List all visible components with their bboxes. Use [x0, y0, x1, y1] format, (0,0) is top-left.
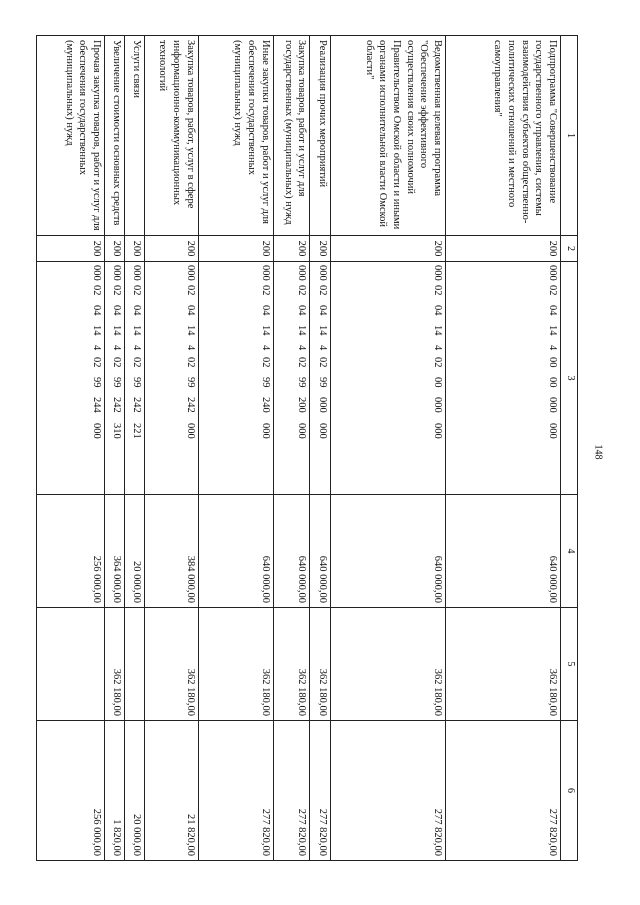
code-segment: 00	[547, 357, 559, 368]
code-segment: 14	[259, 325, 271, 336]
code-segment: 04	[259, 305, 271, 316]
code-segment: 4	[131, 345, 143, 351]
code-segment: 02	[131, 357, 143, 368]
page-number: 148	[592, 444, 604, 460]
row-amount-5-cell	[37, 608, 105, 721]
code-segment: 000	[111, 265, 123, 281]
code-segment: 02	[259, 285, 271, 296]
code-segment: 02	[131, 285, 143, 296]
table-row	[104, 36, 124, 861]
header-col-6: 6	[561, 721, 578, 861]
code-segment: 04	[90, 305, 102, 316]
table-row	[145, 36, 198, 861]
code-segment: 99	[111, 377, 123, 388]
header-col-1: 1	[561, 36, 578, 236]
row-code-cell	[445, 262, 560, 495]
code-segment: 000	[90, 265, 102, 281]
code-segment: 000	[90, 423, 102, 439]
code-segment: 000	[184, 265, 196, 281]
rotated-table-container	[36, 35, 578, 860]
code-segment: 14	[316, 325, 328, 336]
row-name-cell: Прочая закупка товаров, работ и услуг для обеспечения государственных (муниципальных) нужд	[37, 36, 105, 236]
row-amount-5-cell: 362 180,00	[330, 608, 445, 721]
row-name-cell: Закупка товаров, работ и услуг для государственных (муниципальных) нужд	[273, 36, 310, 236]
code-segment: 14	[547, 325, 559, 336]
code-segment: 244	[90, 397, 102, 413]
row-amount-5-cell: 362 180,00	[145, 608, 198, 721]
row-code-cell	[330, 262, 445, 495]
row-col2-cell: 200	[37, 236, 105, 262]
row-amount-6-cell: 277 820,00	[330, 721, 445, 861]
row-amount-6-cell: 277 820,00	[310, 721, 330, 861]
code-segment: 02	[90, 357, 102, 368]
code-segment: 4	[316, 345, 328, 351]
row-code-cell	[310, 262, 330, 495]
row-amount-4-cell: 256 000,00	[37, 495, 105, 608]
row-amount-6-cell: 277 820,00	[273, 721, 310, 861]
code-segment: 000	[547, 397, 559, 413]
row-code-cell	[125, 262, 145, 495]
code-segment: 02	[90, 285, 102, 296]
row-col2-cell: 200	[145, 236, 198, 262]
code-segment: 02	[316, 285, 328, 296]
row-amount-5-cell: 362 180,00	[273, 608, 310, 721]
code-segment: 04	[296, 305, 308, 316]
code-segment: 14	[184, 325, 196, 336]
code-segment: 99	[296, 377, 308, 388]
row-name-cell: Реализация прочих мероприятий	[310, 36, 330, 236]
code-segment: 00	[547, 377, 559, 388]
code-segment: 04	[316, 305, 328, 316]
row-code-cell	[37, 262, 105, 495]
code-segment: 4	[431, 345, 443, 351]
table-row	[37, 36, 105, 861]
row-name-cell: Ведомственная целевая программа "Обеспечение эффективного осуществления своих полномочий Правительством Омской области и иными органами исполнительной власти Омской области"	[330, 36, 445, 236]
row-col2-cell: 200	[198, 236, 273, 262]
row-amount-4-cell: 640 000,00	[330, 495, 445, 608]
row-col2-cell: 200	[125, 236, 145, 262]
row-code-cell	[145, 262, 198, 495]
row-amount-6-cell: 20 000,00	[125, 721, 145, 861]
code-segment: 02	[111, 285, 123, 296]
code-segment: 02	[547, 285, 559, 296]
code-segment: 02	[184, 357, 196, 368]
row-amount-4-cell: 640 000,00	[198, 495, 273, 608]
row-amount-6-cell: 277 820,00	[445, 721, 560, 861]
code-segment: 02	[296, 357, 308, 368]
row-amount-6-cell: 277 820,00	[198, 721, 273, 861]
row-amount-4-cell: 384 000,00	[145, 495, 198, 608]
row-amount-6-cell: 21 820,00	[145, 721, 198, 861]
row-amount-5-cell	[125, 608, 145, 721]
table-row	[198, 36, 273, 861]
row-amount-4-cell: 640 000,00	[310, 495, 330, 608]
code-segment: 240	[259, 397, 271, 413]
row-amount-5-cell: 362 180,00	[104, 608, 124, 721]
code-segment: 000	[431, 265, 443, 281]
header-col-4: 4	[561, 495, 578, 608]
row-col2-cell: 200	[310, 236, 330, 262]
code-segment: 99	[316, 377, 328, 388]
code-segment: 221	[131, 423, 143, 439]
code-segment: 14	[296, 325, 308, 336]
row-col2-cell: 200	[104, 236, 124, 262]
code-segment: 000	[296, 265, 308, 281]
budget-table	[36, 35, 578, 861]
row-amount-4-cell: 364 000,00	[104, 495, 124, 608]
row-amount-6-cell: 1 820,00	[104, 721, 124, 861]
code-segment: 000	[184, 423, 196, 439]
code-segment: 02	[431, 357, 443, 368]
code-segment: 242	[184, 397, 196, 413]
header-col-2: 2	[561, 236, 578, 262]
row-name-cell: Подпрограмма "Совершенствование государственного управления, системы взаимодействия субъектов общественно-политических отношений и местного самоуправления"	[445, 36, 560, 236]
table-row	[445, 36, 560, 861]
code-segment: 04	[431, 305, 443, 316]
row-amount-6-cell: 256 000,00	[37, 721, 105, 861]
code-segment: 000	[316, 397, 328, 413]
row-name-cell: Услуги связи	[125, 36, 145, 236]
code-segment: 99	[259, 377, 271, 388]
code-segment: 02	[296, 285, 308, 296]
code-segment: 000	[131, 265, 143, 281]
code-segment: 000	[547, 423, 559, 439]
code-segment: 4	[111, 345, 123, 351]
code-segment: 200	[296, 397, 308, 413]
code-segment: 14	[111, 325, 123, 336]
row-name-cell: Закупка товаров, работ, услуг в сфере информационно-коммуникационных технологий	[145, 36, 198, 236]
code-segment: 04	[184, 305, 196, 316]
row-amount-5-cell: 362 180,00	[445, 608, 560, 721]
code-segment: 4	[90, 345, 102, 351]
row-col2-cell: 200	[273, 236, 310, 262]
code-segment: 000	[431, 397, 443, 413]
row-name-cell: Увеличение стоимости основных средств	[104, 36, 124, 236]
row-col2-cell: 200	[330, 236, 445, 262]
header-col-3: 3	[561, 262, 578, 495]
code-segment: 000	[259, 265, 271, 281]
code-segment: 14	[131, 325, 143, 336]
code-segment: 000	[296, 423, 308, 439]
row-code-cell	[273, 262, 310, 495]
header-col-5: 5	[561, 608, 578, 721]
row-amount-5-cell: 362 180,00	[198, 608, 273, 721]
code-segment: 02	[431, 285, 443, 296]
code-segment: 242	[131, 397, 143, 413]
row-code-cell	[104, 262, 124, 495]
row-amount-4-cell: 640 000,00	[273, 495, 310, 608]
code-segment: 04	[547, 305, 559, 316]
table-row	[125, 36, 145, 861]
code-segment: 4	[547, 345, 559, 351]
row-amount-4-cell: 20 000,00	[125, 495, 145, 608]
table-row	[273, 36, 310, 861]
code-segment: 14	[90, 325, 102, 336]
code-segment: 02	[259, 357, 271, 368]
code-segment: 4	[259, 345, 271, 351]
code-segment: 02	[316, 357, 328, 368]
code-segment: 99	[131, 377, 143, 388]
code-segment: 000	[431, 423, 443, 439]
code-segment: 4	[184, 345, 196, 351]
row-col2-cell: 200	[445, 236, 560, 262]
code-segment: 04	[131, 305, 143, 316]
code-segment: 99	[90, 377, 102, 388]
table-row	[330, 36, 445, 861]
row-code-cell	[198, 262, 273, 495]
code-segment: 99	[184, 377, 196, 388]
table-body	[37, 36, 578, 861]
row-amount-5-cell: 362 180,00	[310, 608, 330, 721]
code-segment: 242	[111, 397, 123, 413]
code-segment: 04	[111, 305, 123, 316]
code-segment: 000	[316, 265, 328, 281]
code-segment: 00	[431, 377, 443, 388]
code-segment: 4	[296, 345, 308, 351]
row-name-cell: Иные закупки товаров, работ и услуг для обеспечения государственных (муниципальных) нужд	[198, 36, 273, 236]
row-amount-4-cell: 640 000,00	[445, 495, 560, 608]
code-segment: 310	[111, 423, 123, 439]
code-segment: 000	[316, 423, 328, 439]
table-row	[310, 36, 330, 861]
code-segment: 02	[111, 357, 123, 368]
code-segment: 02	[184, 285, 196, 296]
code-segment: 000	[547, 265, 559, 281]
code-segment: 14	[431, 325, 443, 336]
code-segment: 000	[259, 423, 271, 439]
header-row	[561, 36, 578, 861]
